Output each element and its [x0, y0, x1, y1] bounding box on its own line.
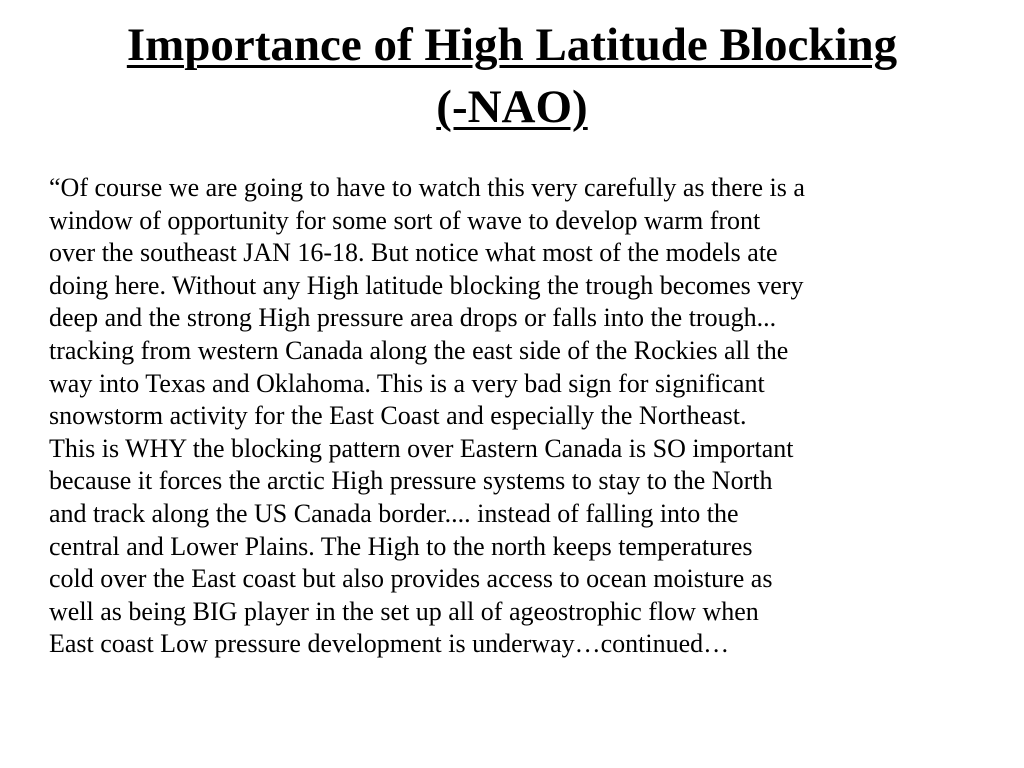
title-line-2: (-NAO) [436, 81, 588, 133]
body-line: snowstorm activity for the East Coast and especially the Northeast. [49, 401, 747, 431]
body-line: doing here. Without any High latitude blocking the trough becomes very [49, 270, 804, 300]
title-line-1: Importance of High Latitude Blocking [126, 19, 898, 71]
body-line: and track along the US Canada border.... instead of falling into the [49, 498, 739, 528]
body-line: deep and the strong High pressure area drops or falls into the trough... [49, 303, 777, 333]
slide-title [0, 14, 1024, 138]
body-line: “Of course we are going to have to watch this very carefully as there is a [49, 173, 805, 202]
body-line: well as being BIG player in the set up all of ageostrophic flow when [49, 596, 759, 626]
body-line: East coast Low pressure development is underway…continued… [49, 629, 730, 659]
body-line: over the southeast JAN 16-18. But notice what most of the models ate [49, 238, 778, 268]
body-line: cold over the East coast but also provides access to ocean moisture as [49, 564, 773, 594]
body-line: way into Texas and Oklahoma. This is a very bad sign for significant [49, 368, 765, 398]
body-line: tracking from western Canada along the east side of the Rockies all the [49, 335, 789, 365]
body-paragraph [49, 172, 1014, 661]
body-line: because it forces the arctic High pressure systems to stay to the North [49, 466, 773, 496]
body-line: window of opportunity for some sort of wave to develop warm front [49, 205, 761, 235]
body-line: central and Lower Plains. The High to the north keeps temperatures [49, 531, 753, 561]
body-line: This is WHY the blocking pattern over Eastern Canada is SO important [49, 433, 794, 463]
